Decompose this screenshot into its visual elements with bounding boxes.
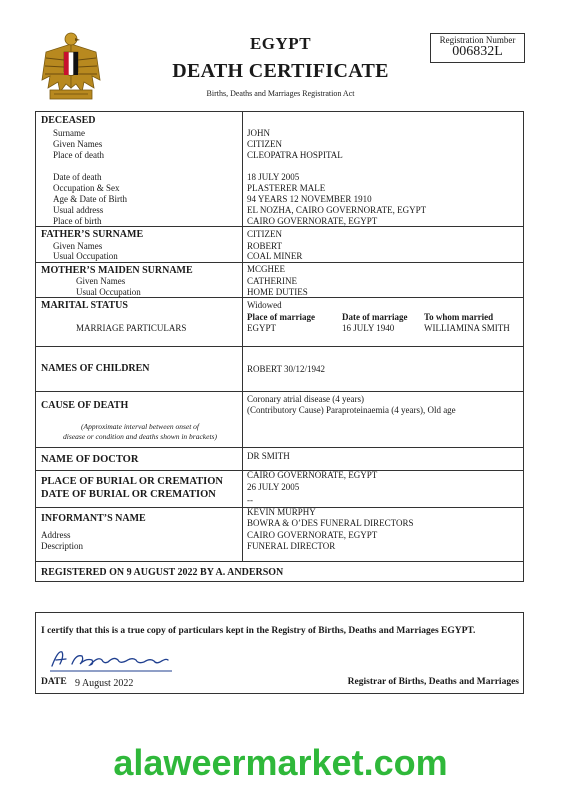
father-given-names-value: ROBERT — [247, 241, 282, 251]
date-label: DATE — [41, 677, 67, 687]
burial-place-heading: PLACE OF BURIAL OR CREMATION — [41, 476, 224, 487]
burial-place-value: CAIRO GOVERNORATE, EGYPT — [247, 470, 378, 480]
father-occupation-label: Usual Occupation — [53, 251, 118, 261]
date-of-marriage-header: Date of marriage — [342, 312, 408, 322]
row-divider — [36, 262, 523, 263]
father-surname-value: CITIZEN — [247, 229, 282, 239]
occupation-sex-value: PLASTERER MALE — [247, 183, 326, 193]
place-of-death-label: Place of death — [53, 150, 104, 160]
document-title: DEATH CERTIFICATE — [172, 60, 389, 82]
father-heading: FATHER’S SURNAME — [41, 229, 144, 240]
father-occupation-value: COAL MINER — [247, 251, 303, 261]
mother-surname-value: MCGHEE — [247, 264, 285, 274]
informant-description-value: FUNERAL DIRECTOR — [247, 541, 336, 551]
row-divider — [36, 346, 523, 347]
row-divider — [36, 447, 523, 448]
place-of-birth-label: Place of birth — [53, 216, 102, 226]
burial-date-heading: DATE OF BURIAL OR CREMATION — [41, 489, 216, 500]
cause-note-line2: disease or condition and deaths shown in brackets) — [63, 432, 217, 441]
cause-note-line1: (Approximate interval between onset of — [80, 422, 200, 431]
marriage-particulars-label: MARRIAGE PARTICULARS — [76, 323, 187, 333]
certify-statement: I certify that this is a true copy of particulars kept in the Registry of Births, Deaths and Marriages EGYPT. — [41, 626, 476, 636]
document-subtitle: Births, Deaths and Marriages Registration Act — [206, 89, 355, 98]
informant-description-label: Description — [41, 541, 83, 551]
doctor-value: DR SMITH — [247, 451, 290, 461]
informant-address-label: Address — [41, 530, 71, 540]
country-title: EGYPT — [249, 34, 312, 53]
watermark-text: alaweermarket.com — [113, 742, 448, 783]
father-given-names-label: Given Names — [53, 241, 103, 251]
mother-occupation-value: HOME DUTIES — [247, 287, 308, 297]
children-value: ROBERT 30/12/1942 — [247, 364, 326, 374]
given-names-label: Given Names — [53, 139, 103, 149]
given-names-value: CITIZEN — [247, 139, 282, 149]
certificate-table — [35, 111, 524, 582]
informant-heading: INFORMANT’S NAME — [41, 513, 146, 524]
cause-line2: (Contributory Cause) Paraproteinaemia (4 years), Old age — [247, 405, 456, 415]
deceased-heading: DECEASED — [41, 115, 96, 126]
marital-status-value: Widowed — [247, 300, 282, 310]
registered-line: REGISTERED ON 9 AUGUST 2022 BY A. ANDERSON — [41, 567, 284, 578]
informant-company-value: BOWRA & O’DES FUNERAL DIRECTORS — [247, 518, 414, 528]
date-of-marriage-value: 16 JULY 1940 — [342, 323, 395, 333]
place-of-marriage-value: EGYPT — [247, 323, 276, 333]
to-whom-married-value: WILLIAMINA SMITH — [424, 323, 510, 333]
doctor-heading: NAME OF DOCTOR — [41, 454, 139, 465]
row-divider — [36, 391, 523, 392]
certification-box — [35, 612, 524, 694]
usual-address-value: EL NOZHA, CAIRO GOVERNORATE, EGYPT — [247, 205, 427, 215]
row-divider — [36, 561, 523, 562]
informant-name-value: KEVIN MURPHY — [247, 507, 316, 517]
surname-value: JOHN — [247, 128, 271, 138]
marital-heading: MARITAL STATUS — [41, 300, 128, 311]
registrar-title: Registrar of Births, Deaths and Marriages — [347, 677, 519, 687]
mother-occupation-label: Usual Occupation — [76, 287, 141, 297]
mother-heading: MOTHER’S MAIDEN SURNAME — [41, 265, 193, 276]
age-dob-value: 94 YEARS 12 NOVEMBER 1910 — [247, 194, 372, 204]
informant-address-value: CAIRO GOVERNORATE, EGYPT — [247, 530, 378, 540]
date-of-death-label: Date of death — [53, 172, 102, 182]
date-value: 9 August 2022 — [75, 678, 134, 689]
registration-label: Registration Number — [439, 35, 516, 45]
age-dob-label: Age & Date of Birth — [53, 194, 127, 204]
registrar-signature — [46, 646, 176, 674]
children-heading: NAMES OF CHILDREN — [41, 363, 150, 374]
to-whom-married-header: To whom married — [424, 312, 494, 322]
surname-label: Surname — [53, 128, 85, 138]
cause-line1: Coronary atrial disease (4 years) — [247, 394, 364, 404]
occupation-sex-label: Occupation & Sex — [53, 183, 120, 193]
place-of-marriage-header: Place of marriage — [247, 312, 315, 322]
registration-number: 006832L — [452, 44, 503, 59]
burial-date-value: 26 JULY 2005 — [247, 482, 300, 492]
burial-extra-value: -- — [247, 495, 253, 505]
mother-given-names-label: Given Names — [76, 276, 126, 286]
cause-heading: CAUSE OF DEATH — [41, 400, 129, 411]
place-of-death-value: CLEOPATRA HOSPITAL — [247, 150, 343, 160]
usual-address-label: Usual address — [53, 205, 104, 215]
place-of-birth-value: CAIRO GOVERNORATE, EGYPT — [247, 216, 378, 226]
mother-given-names-value: CATHERINE — [247, 276, 297, 286]
registration-box — [430, 33, 525, 63]
column-divider — [242, 112, 243, 561]
date-of-death-value: 18 JULY 2005 — [247, 172, 300, 182]
